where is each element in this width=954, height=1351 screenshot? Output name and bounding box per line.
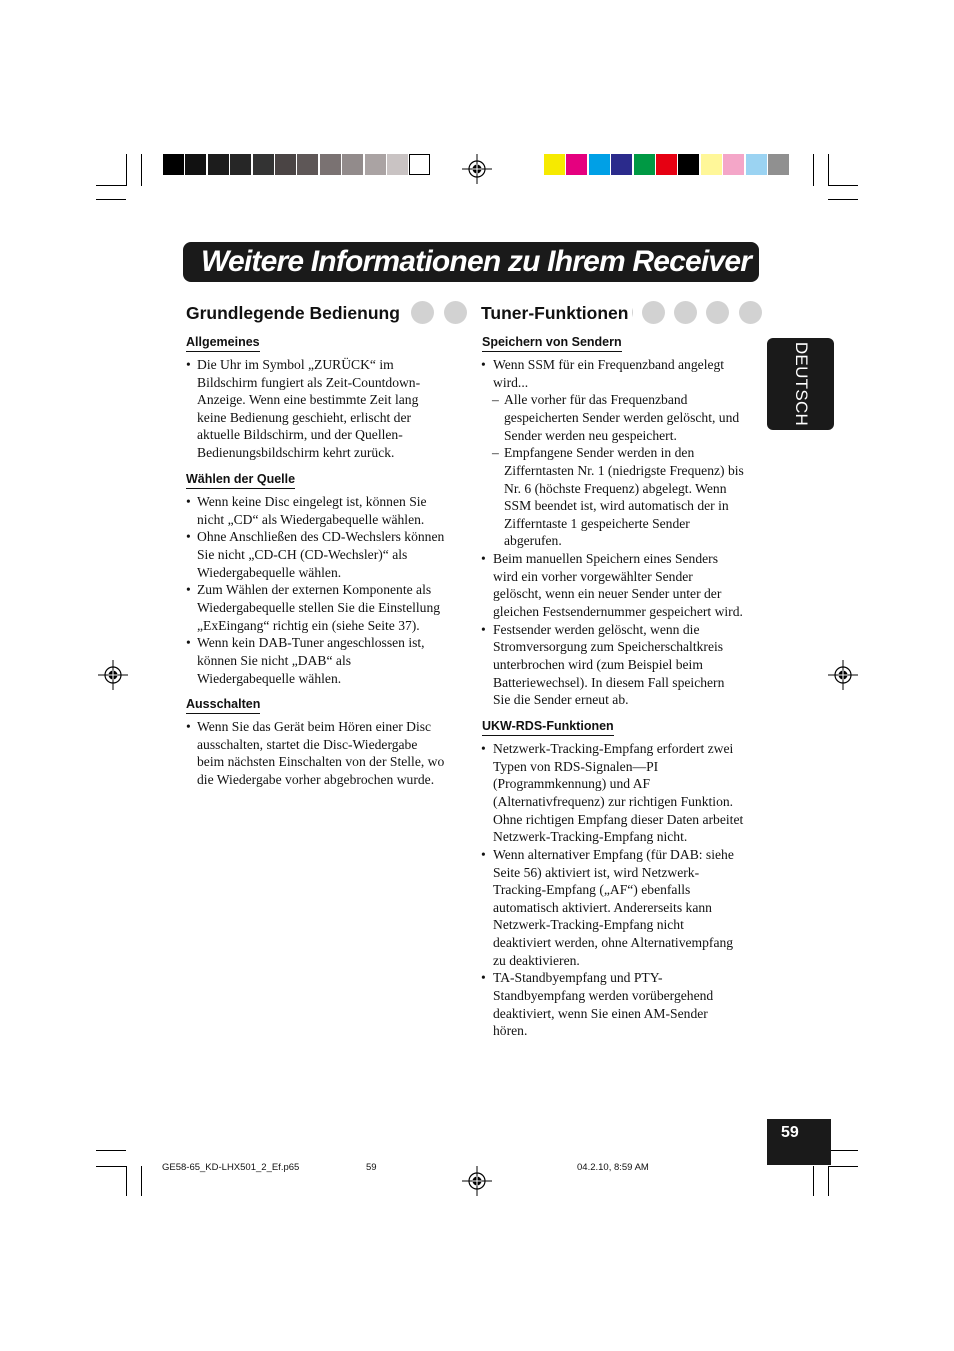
color-swatch [678, 154, 699, 175]
footer-filename: GE58-65_KD-LHX501_2_Ef.p65 [162, 1162, 300, 1173]
color-swatch [611, 154, 632, 175]
text-line: deaktiviert werden, ohne Alternativempfang [493, 935, 734, 950]
text-line: Netzwerk-Tracking-Empfang erfordert zwei [493, 741, 734, 756]
text-line: Wenn alternativer Empfang (für DAB: siehe [493, 847, 734, 862]
grayscale-calibration-bar [163, 154, 432, 175]
subheading-waehlen-der-quelle: Wählen der Quelle [186, 471, 295, 489]
bullet-icon: • [186, 357, 191, 372]
text-line: gelöscht, wenn ein neuer Sender unter der [493, 586, 722, 601]
text-line: aktuelle Bildschirm, und der Quellen- [197, 427, 403, 442]
crop-mark [126, 1166, 127, 1196]
text-line: Netzwerk-Tracking-Empfang nicht. [493, 829, 688, 844]
text-line: Die Uhr im Symbol „ZURÜCK“ im [197, 357, 394, 372]
color-swatch [208, 154, 229, 175]
crop-mark [96, 1166, 126, 1167]
left-section-header [186, 301, 466, 327]
text-line: abgerufen. [504, 533, 562, 548]
crop-mark [828, 1166, 858, 1167]
bullet-icon: • [186, 529, 191, 544]
bullet-icon: • [186, 582, 191, 597]
dash-icon: – [492, 392, 499, 407]
page-number: 59 [781, 1124, 799, 1141]
text-line: Typen von RDS-Signalen—PI [493, 759, 659, 774]
dash-icon: – [492, 445, 499, 460]
registration-mark-icon [462, 1166, 492, 1196]
text-line: Wiedergabequelle stellen Sie die Einstellung [197, 600, 441, 615]
text-line: Ohne richtigen Empfang dieser Daten arbeitet [493, 812, 744, 827]
color-swatch [589, 154, 610, 175]
text-line: keine Bedienung geschieht, erlischt der [197, 410, 412, 425]
bullet-icon: • [186, 719, 191, 734]
text-line: Zum Wählen der externen Komponente als [197, 582, 432, 597]
crop-mark [828, 199, 858, 200]
color-calibration-bar [544, 154, 790, 175]
color-swatch [701, 154, 722, 175]
footer-timestamp: 04.2.10, 8:59 AM [577, 1162, 649, 1173]
crop-mark [828, 1166, 829, 1196]
crop-mark [828, 1150, 858, 1151]
language-tab-label: DEUTSCH [791, 341, 811, 427]
color-swatch [230, 154, 251, 175]
text-line: Netzwerk-Tracking-Empfang nicht [493, 917, 684, 932]
text-line: Sie nicht „CD-CH (CD-Wechsler)“ als [197, 547, 408, 562]
text-line: automatisch aktiviert. Andererseits kann [493, 900, 712, 915]
crop-mark [828, 154, 829, 186]
text-line: ausschalten, startet die Disc-Wiedergabe [197, 737, 418, 752]
bullet-icon: • [481, 551, 486, 566]
color-swatch [634, 154, 655, 175]
text-line: Bedienungsbildschirm kehrt zurück. [197, 445, 395, 460]
page-title-band [183, 242, 759, 282]
bullet-icon: • [186, 494, 191, 509]
crop-mark [96, 199, 126, 200]
text-line: gespeicherten Sender werden gelöscht, und [504, 410, 740, 425]
color-swatch [342, 154, 363, 175]
crop-mark [828, 185, 858, 186]
text-line: Wenn keine Disc eingelegt ist, können Sie [197, 494, 427, 509]
crop-mark [96, 185, 126, 186]
footer-page: 59 [366, 1162, 377, 1173]
color-swatch [275, 154, 296, 175]
text-line: Empfangene Sender werden in den [504, 445, 695, 460]
bullet-icon: • [481, 741, 486, 756]
text-line: nicht „CD“ als Wiedergabequelle wählen. [197, 512, 425, 527]
right-section-header [481, 301, 761, 327]
page-title: Weitere Informationen zu Ihrem Receiver [201, 245, 752, 278]
text-line: Standbyempfang werden vorübergehend [493, 988, 714, 1003]
color-swatch [746, 154, 767, 175]
color-swatch [723, 154, 744, 175]
color-swatch [387, 154, 408, 175]
text-line: Nr. 6 (höchste Frequenz) abgelegt. Wenn [504, 481, 727, 496]
text-line: zu deaktivieren. [493, 953, 580, 968]
color-swatch [297, 154, 318, 175]
subheading-speichern-von-sendern: Speichern von Sendern [482, 334, 622, 352]
text-line: Wiedergabequelle wählen. [197, 671, 342, 686]
registration-mark-icon [828, 660, 858, 690]
text-line: Festsender werden gelöscht, wenn die [493, 622, 700, 637]
text-line: TA-Standbyempfang und PTY- [493, 970, 663, 985]
text-line: „ExEingang“ richtig ein (siehe Seite 37). [197, 618, 420, 633]
color-swatch [253, 154, 274, 175]
text-line: Zifferntaste 1 gespeicherte Sender [504, 516, 690, 531]
text-line: hören. [493, 1023, 528, 1038]
text-line: Anzeige. Wenn eine bestimmte Zeit lang [197, 392, 419, 407]
subheading-allgemeines: Allgemeines [186, 334, 260, 352]
registration-mark-icon [98, 660, 128, 690]
color-swatch [409, 154, 430, 175]
color-swatch [768, 154, 789, 175]
color-swatch [185, 154, 206, 175]
color-swatch [365, 154, 386, 175]
crop-mark [96, 1150, 126, 1151]
text-line: Wiedergabequelle wählen. [197, 565, 342, 580]
color-swatch [656, 154, 677, 175]
text-line: gleichen Festsendernummer gespeichert wird. [493, 604, 743, 619]
text-line: Wenn SSM für ein Frequenzband angelegt [493, 357, 725, 372]
bullet-icon: • [481, 847, 486, 862]
color-swatch [566, 154, 587, 175]
language-tab [767, 338, 834, 430]
text-line: Bildschirm fungiert als Zeit-Countdown- [197, 375, 421, 390]
bullet-icon: • [186, 635, 191, 650]
left-section-title: Grundlegende Bedienung [186, 300, 404, 326]
text-line: beim nächsten Einschalten von der Stelle, wo [197, 754, 445, 769]
color-swatch [320, 154, 341, 175]
color-swatch [163, 154, 184, 175]
crop-mark [126, 154, 127, 186]
text-line: Wenn kein DAB-Tuner angeschlossen ist, [197, 635, 425, 650]
bullet-icon: • [481, 970, 486, 985]
bullet-icon: • [481, 622, 486, 637]
subheading-ausschalten: Ausschalten [186, 696, 260, 714]
text-line: wird... [493, 375, 529, 390]
page-number-box [767, 1119, 831, 1165]
right-section-title: Tuner-Funktionen [481, 300, 632, 326]
text-line: Alle vorher für das Frequenzband [504, 392, 688, 407]
text-line: (Programmkennung) und AF [493, 776, 651, 791]
text-line: (Alternativfrequenz) zur richtigen Funktion. [493, 794, 734, 809]
text-line: SSM beendet ist, wird automatisch der in [504, 498, 729, 513]
text-line: können Sie nicht „DAB“ als [197, 653, 352, 668]
text-line: die Wiedergabe vorher abgebrochen wurde. [197, 772, 435, 787]
crop-mark [813, 1166, 814, 1196]
text-line: Wenn Sie das Gerät beim Hören einer Disc [197, 719, 432, 734]
subheading-ukw-rds-funktionen: UKW-RDS-Funktionen [482, 718, 614, 736]
text-line: Stromversorgung zum Speicherschaltkreis [493, 639, 724, 654]
text-line: Beim manuellen Speichern eines Senders [493, 551, 718, 566]
registration-mark-icon [462, 154, 492, 184]
text-line: Tracking-Empfang („AF“) ebenfalls [493, 882, 691, 897]
text-line: unterbrochen wird (zum Beispiel beim [493, 657, 703, 672]
text-line: Sie die Sender erneut ab. [493, 692, 629, 707]
text-line: wird ein vorher vorgewählter Sender [493, 569, 693, 584]
bullet-icon: • [481, 357, 486, 372]
text-line: deaktiviert, wenn Sie einen AM-Sender [493, 1006, 708, 1021]
color-swatch [544, 154, 565, 175]
crop-mark [813, 154, 814, 186]
text-line: Ohne Anschließen des CD-Wechslers können [197, 529, 445, 544]
text-line: Batteriewechsel). In diesem Fall speichern [493, 675, 725, 690]
text-line: Sender werden neu gespeichert. [504, 428, 677, 443]
text-line: Seite 56) aktiviert ist, wird Netzwerk- [493, 865, 700, 880]
text-line: Zifferntasten Nr. 1 (niedrigste Frequenz) bis [504, 463, 744, 478]
crop-mark [141, 1166, 142, 1196]
crop-mark [141, 154, 142, 186]
